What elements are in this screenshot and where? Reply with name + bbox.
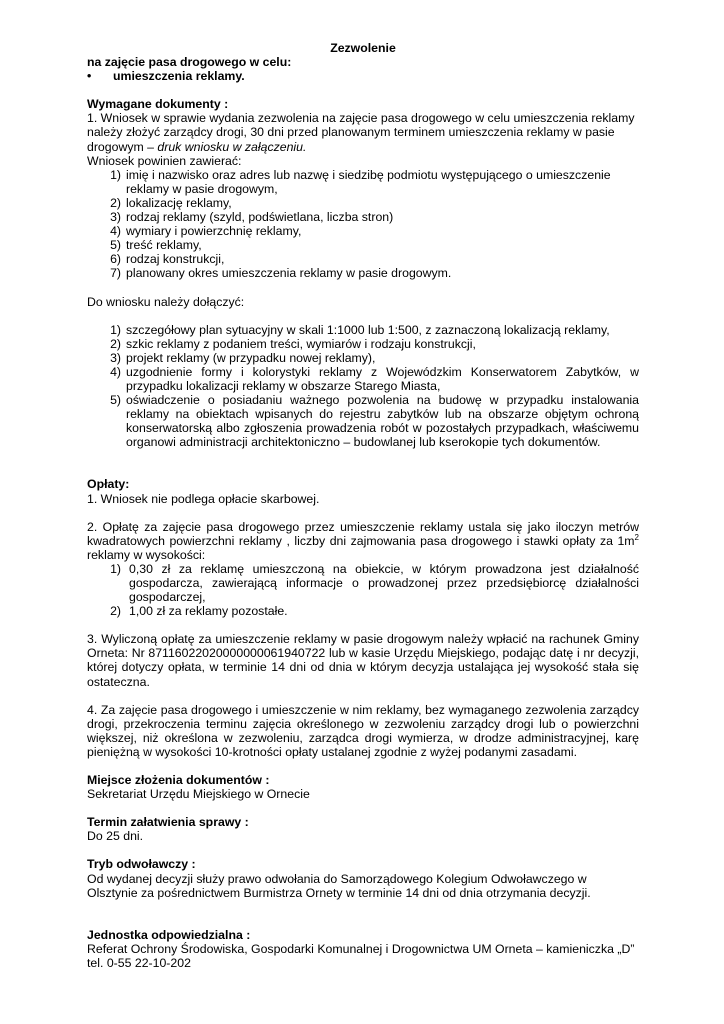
rate-item-text: 1,00 zł za reklamy pozostałe. [129, 604, 288, 619]
rate-item [87, 604, 639, 618]
contents-item-number: 3) [110, 210, 121, 225]
attachment-item [87, 351, 639, 365]
contents-item-text: treść reklamy, [126, 238, 202, 253]
attachments-list [87, 323, 639, 450]
contents-item-number: 1) [110, 167, 121, 182]
place-heading: Miejsce złożenia dokumentów : [87, 773, 270, 788]
place-text: Sekretariat Urzędu Miejskiego w Ornecie [87, 787, 310, 802]
document-title: Zezwolenie [330, 41, 396, 55]
contents-item [87, 266, 639, 280]
contents-item-text: lokalizację reklamy, [126, 195, 232, 210]
contents-item-text: rodzaj reklamy (szyld, podświetlana, liczba stron) [126, 210, 394, 225]
attachment-item-text: oświadczenie o posiadaniu ważnego pozwolenia na budowę w przypadku instalowania reklamy na obiektach wpisanych do rejestru zabytków lub na obszarze objętym ochroną konserwatorską albo zgłoszenia prowadzenia robót w pozostałych przypadkach, właściwemu organowi administracji architektoniczno – budowlanej lub kserokopie tych dokumentów. [126, 393, 639, 450]
contents-item [87, 210, 639, 224]
attachment-item-text: projekt reklamy (w przypadku nowej reklamy), [126, 350, 376, 365]
attachment-item [87, 365, 639, 393]
contents-item-text: wymiary i powierzchnię reklamy, [126, 224, 302, 239]
unit-phone: tel. 0-55 22-10-202 [87, 955, 191, 970]
attachment-item-number: 5) [110, 393, 121, 408]
fees-paragraph-4: 4. Za zajęcie pasa drogowego i umieszczenie w nim reklamy, bez wymaganego zezwolenia zarządcy drogi, przekroczenia terminu zajęcia określonego w zezwoleniu zarządcy drogi lub o powierzchni większej, niż określona w zezwoleniu, zarządca drogi wymierza, w drodze administracyjnej, karę pieniężną w wysokości 10-krotności opłaty ustalanej zgodnie z wyżej podanymi zasadami. [87, 702, 639, 759]
attachment-item [87, 323, 639, 337]
rate-item-text: 0,30 zł za reklamę umieszczoną na obiekcie, w którym prowadzona jest działalność gospodarcza, zawierającą informacje o prowadzonej przez przedsiębiorcę działalności gospodarczej, [129, 561, 639, 605]
attachment-item-number: 1) [110, 322, 121, 337]
attachment-item-number: 3) [110, 350, 121, 365]
appeal-heading: Tryb odwoławczy : [87, 857, 196, 872]
rate-item-number: 2) [110, 604, 121, 619]
rates-list [87, 562, 639, 618]
purpose-item-text: umieszczenia reklamy. [113, 69, 245, 84]
required-docs-intro-text: 1. Wniosek w sprawie wydania zezwolenia na zajęcie pasa drogowego w celu umieszczenia reklamy należy złożyć zarządcy drogi, 30 dni przed planowanym terminem umieszczenia reklamy w pasie drogowym – [87, 111, 635, 154]
attachment-item-text: uzgodnienie formy i kolorystyki reklamy z Wojewódzkim Konserwatorem Zabytków, w przypadku lokalizacji reklamy w obszarze Starego Miasta, [126, 364, 639, 393]
contents-item-text: imię i nazwisko oraz adres lub nazwę i siedzibę podmiotu występującego o umieszczenie reklamy w pasie drogowym, [126, 167, 611, 196]
fees-paragraph-2 [87, 520, 639, 562]
contents-item-text: planowany okres umieszczenia reklamy w pasie drogowym. [126, 266, 452, 281]
superscript-2: 2 [634, 532, 639, 542]
attachment-item-text: szkic reklamy z podaniem treści, wymiarów i rodzaju konstrukcji, [126, 336, 476, 351]
purpose-heading: na zajęcie pasa drogowego w celu: [87, 55, 292, 70]
fees-paragraph-1: 1. Wniosek nie podlega opłacie skarbowej. [87, 491, 320, 506]
contents-item-number: 7) [110, 266, 121, 281]
contents-item [87, 168, 639, 196]
fees-paragraph-2-tail: reklamy w wysokości: [87, 547, 206, 562]
rate-item [87, 562, 639, 604]
contents-item-number: 5) [110, 238, 121, 253]
rate-item-number: 1) [110, 561, 121, 576]
required-docs-intro [87, 111, 639, 153]
contents-item-number: 6) [110, 252, 121, 267]
attachment-item [87, 337, 639, 351]
purpose-item [87, 69, 639, 83]
contents-item-number: 4) [110, 224, 121, 239]
fees-paragraph-3: 3. Wyliczoną opłatę za umieszczenie reklamy w pasie drogowym należy wpłacić na rachunek Gminy Orneta: Nr 87116022020000000061940722 lub w kasie Urzędu Miejskiego, podając datę i nr decyzji, której dotyczy opłata, w terminie 14 dni od dnia w którym decyzja ustalająca jej wysokość stała się ostateczna. [87, 632, 639, 689]
contents-heading: Wniosek powinien zawierać: [87, 153, 242, 168]
contents-item [87, 224, 639, 238]
contents-item [87, 196, 639, 210]
attachment-item-number: 2) [110, 336, 121, 351]
contents-item [87, 238, 639, 252]
contents-item-text: rodzaj konstrukcji, [126, 252, 225, 267]
term-text: Do 25 dni. [87, 829, 144, 844]
document-page [87, 41, 639, 970]
fees-heading: Opłaty: [87, 477, 130, 492]
unit-text: Referat Ochrony Środowiska, Gospodarki Komunalnej i Drogownictwa UM Orneta – kamieniczka „D” [87, 941, 635, 956]
application-form-reference: druk wniosku w załączeniu. [157, 139, 307, 154]
attachment-item-text: szczegółowy plan sytuacyjny w skali 1:1000 lub 1:500, z zaznaczoną lokalizacją reklamy, [126, 322, 610, 337]
contents-item [87, 252, 639, 266]
appeal-text: Od wydanej decyzji służy prawo odwołania do Samorządowego Kolegium Odwoławczego w Olsztynie za pośrednictwem Burmistrza Ornety w terminie 14 dni od dnia otrzymania decyzji. [87, 871, 591, 900]
contents-list [87, 168, 639, 281]
required-docs-heading: Wymagane dokumenty : [87, 97, 229, 112]
term-heading: Termin załatwienia sprawy : [87, 815, 249, 830]
fees-paragraph-2-text: 2. Opłatę za zajęcie pasa drogowego przez umieszczenie reklamy ustala się jako iloczyn metrów kwadratowych powierzchni reklamy , liczby dni zajmowania pasa drogowego i stawki opłaty za 1m [87, 519, 639, 548]
contents-item-number: 2) [110, 195, 121, 210]
bullet-icon: • [87, 69, 92, 84]
attachment-item [87, 393, 639, 449]
attachments-heading: Do wniosku należy dołączyć: [87, 294, 245, 309]
unit-heading: Jednostka odpowiedzialna : [87, 927, 251, 942]
attachment-item-number: 4) [110, 364, 121, 379]
